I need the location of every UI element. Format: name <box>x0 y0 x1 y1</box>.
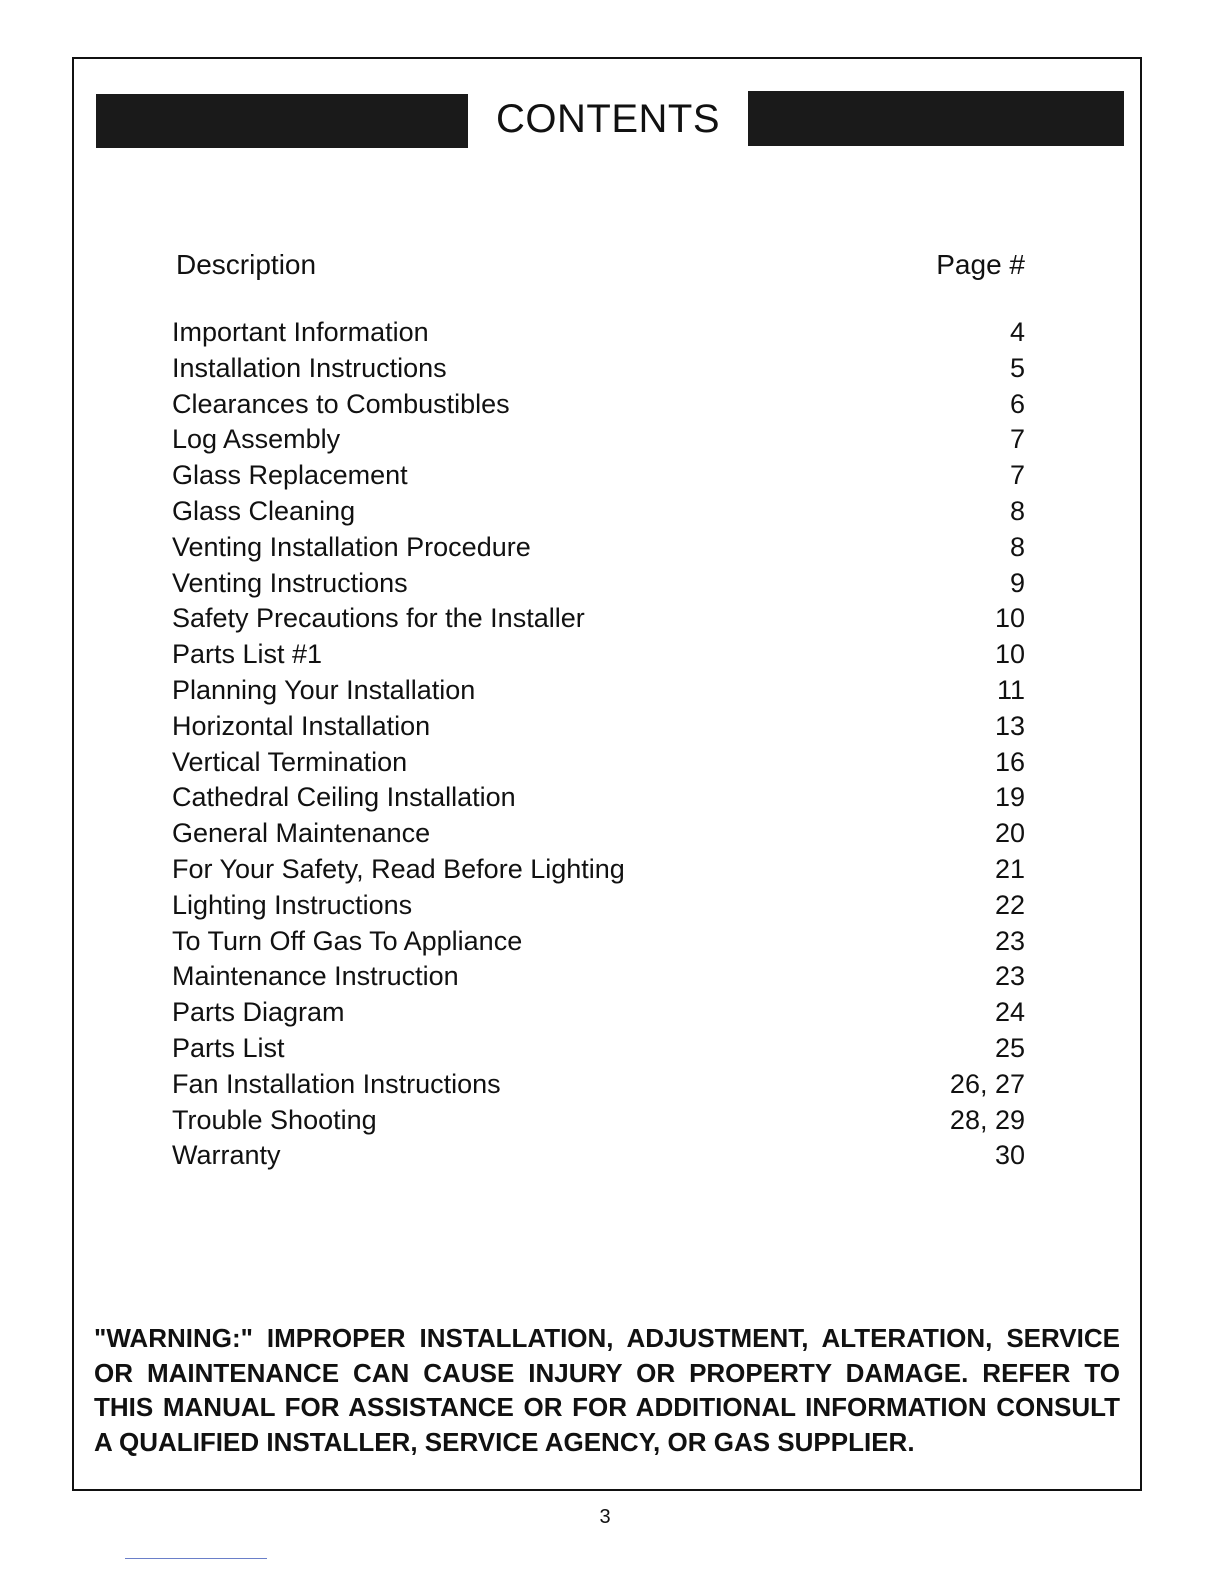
toc-entry-page: 9 <box>1009 567 1025 598</box>
toc-entry-label: Planning Your Installation <box>172 674 476 705</box>
toc-row <box>172 1140 1025 1176</box>
toc-entry-label: Cathedral Ceiling Installation <box>172 782 516 813</box>
toc-entry-label: Parts Diagram <box>172 997 345 1028</box>
toc-row <box>172 854 1025 890</box>
toc-row <box>172 353 1025 389</box>
toc-entry-page: 21 <box>994 853 1025 884</box>
toc-row <box>172 818 1025 854</box>
toc-entry-label: General Maintenance <box>172 818 431 849</box>
toc-entry-page: 24 <box>994 997 1025 1028</box>
toc-entry-label: Important Information <box>172 317 429 347</box>
toc-entry-label: To Turn Off Gas To Appliance <box>172 925 523 956</box>
header-bar-left <box>96 94 468 148</box>
page-title: CONTENTS <box>496 97 720 141</box>
toc-entry-page: 10 <box>994 639 1025 670</box>
toc-row <box>172 1105 1025 1141</box>
toc-row <box>172 890 1025 926</box>
toc-row <box>172 317 1025 353</box>
toc-entry-page: 4 <box>1009 317 1025 347</box>
toc-entry-page: 7 <box>1009 424 1025 455</box>
toc-row <box>172 747 1025 783</box>
toc-entry-page: 30 <box>994 1140 1025 1171</box>
toc-entry-page: 23 <box>994 925 1025 956</box>
toc-entry-page: 10 <box>994 603 1025 634</box>
toc-entry-label: Maintenance Instruction <box>172 961 459 992</box>
toc-entry-label: Glass Cleaning <box>172 495 356 526</box>
toc-entry-label: Vertical Termination <box>172 746 408 777</box>
warning-notice: "WARNING:" IMPROPER INSTALLATION, ADJUSTMENT, ALTERATION, SERVICE OR MAINTENANCE CAN CAUSE INJURY OR PROPERTY DAMAGE. REFER TO THIS MANUAL FOR ASSISTANCE OR FOR ADDITIONAL INFORMATION CONSULT A QUALIFIED INSTALLER, SERVICE AGENCY, OR GAS SUPPLIER. <box>94 1323 1120 1457</box>
toc-row <box>172 532 1025 568</box>
toc-entry-label: Warranty <box>172 1140 281 1171</box>
toc-row <box>172 603 1025 639</box>
toc-entry-label: Venting Instructions <box>172 567 408 598</box>
toc-entry-label: Fan Installation Instructions <box>172 1068 501 1099</box>
contents-frame <box>72 57 1142 1491</box>
toc-entry-label: Parts List <box>172 1032 285 1063</box>
toc-row <box>172 1069 1025 1105</box>
toc-entry-label: Horizontal Installation <box>172 710 431 741</box>
page-number: 3 <box>599 1506 611 1528</box>
toc-entry-page: 19 <box>994 782 1025 813</box>
toc-row <box>172 568 1025 604</box>
toc-entry-page: 5 <box>1009 352 1025 383</box>
toc-entry-page: 23 <box>994 961 1025 992</box>
toc-row <box>172 496 1025 532</box>
toc-entry-label: Glass Replacement <box>172 460 408 491</box>
toc-entry-label: Venting Installation Procedure <box>172 531 531 562</box>
toc-entry-label: Parts List #1 <box>172 639 323 670</box>
toc-entry-label: Safety Precautions for the Installer <box>172 603 585 634</box>
toc-entry-page: 20 <box>994 818 1025 849</box>
toc-row <box>172 997 1025 1033</box>
description-column-header: Description <box>176 249 317 280</box>
header-bar-right <box>748 91 1124 146</box>
toc-row <box>172 1033 1025 1069</box>
toc-entry-page: 8 <box>1009 531 1025 562</box>
toc-entry-label: Log Assembly <box>172 424 341 455</box>
toc-entry-page: 7 <box>1009 460 1025 491</box>
toc-entry-page: 25 <box>994 1032 1025 1063</box>
toc-row <box>172 675 1025 711</box>
toc-entry-page: 11 <box>996 674 1025 705</box>
toc-entry-page: 28, 29 <box>949 1104 1025 1135</box>
toc-row <box>172 424 1025 460</box>
toc-row <box>172 639 1025 675</box>
toc-entry-label: For Your Safety, Read Before Lighting <box>172 853 625 884</box>
toc-row <box>172 782 1025 818</box>
toc-entry-page: 13 <box>994 710 1025 741</box>
footer-rule <box>125 1558 267 1559</box>
toc-row <box>172 389 1025 425</box>
table-of-contents <box>172 317 1025 1176</box>
toc-entry-page: 8 <box>1009 495 1025 526</box>
toc-entry-page: 6 <box>1009 388 1025 419</box>
toc-entry-page: 26, 27 <box>949 1068 1025 1099</box>
toc-entry-label: Clearances to Combustibles <box>172 388 510 419</box>
toc-entry-label: Installation Instructions <box>172 352 447 383</box>
toc-row <box>172 460 1025 496</box>
page-column-header: Page # <box>936 249 1025 280</box>
toc-row <box>172 711 1025 747</box>
toc-entry-page: 22 <box>994 889 1025 920</box>
toc-entry-label: Lighting Instructions <box>172 889 413 920</box>
toc-row <box>172 961 1025 997</box>
toc-entry-label: Trouble Shooting <box>172 1104 377 1135</box>
toc-row <box>172 926 1025 962</box>
toc-entry-page: 16 <box>994 746 1025 777</box>
